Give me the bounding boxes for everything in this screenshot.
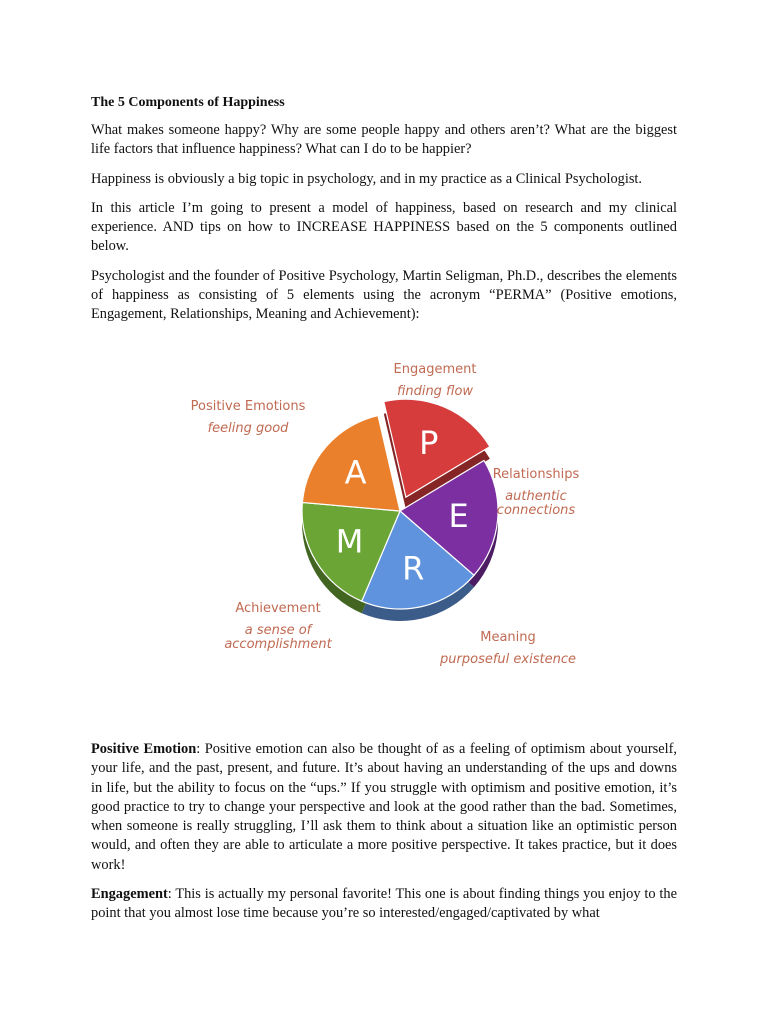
slice-letter-positive-emotions: P xyxy=(419,424,439,463)
category-subtitle-achievement xyxy=(224,623,332,652)
intro-paragraph-1: What makes someone happy? Why are some people happy and others aren’t? What are the biggest life factors that influence happiness? What can I do to be happier? xyxy=(91,122,677,158)
subtitle-line: connections xyxy=(496,503,576,518)
section-positive-emotion xyxy=(91,740,677,875)
category-label-engagement: Engagement xyxy=(393,362,477,377)
section-text: : Positive emotion can also be thought of as a feeling of optimism about yourself, your life, and the past, present, and future. It’s about having an understanding of the ups and downs in life, but the ability to focus on the “ups.” If you struggle with optimism and positive emotion, it’s good practice to try to change your perspective and look at the good rather than the bad. Sometimes, when someone is really struggling, I’ll ask them to think about a situation like an optimistic person would, and often they are able to articulate a more positive perspective. It takes practice, but it does work! xyxy=(91,741,678,873)
section-term: Engagement xyxy=(91,886,168,903)
intro-paragraph-2: Happiness is obviously a big topic in psychology, and in my practice as a Clinical Psychologist. xyxy=(91,170,643,187)
slice-letter-engagement: E xyxy=(448,497,469,536)
slice-letter-meaning: M xyxy=(335,522,364,561)
section-engagement xyxy=(91,885,677,924)
article-sections xyxy=(91,740,677,934)
perma-pie-figure xyxy=(190,348,610,678)
category-subtitle-meaning: purposeful existence xyxy=(440,652,576,667)
intro-paragraph-3: In this article I’m going to present a model of happiness, based on research and my clinical experience. AND tips on how to INCREASE HAPPINESS based on the 5 components outlined below. xyxy=(91,199,677,255)
subtitle-line: accomplishment xyxy=(224,637,332,652)
category-label-achievement: Achievement xyxy=(235,601,321,616)
perma-pie-chart xyxy=(190,348,610,678)
slice-letter-achievement: A xyxy=(344,453,367,492)
slice-letter-relationships: R xyxy=(402,549,425,588)
section-text: : This is actually my personal favorite! This one is about finding things you enjoy to the point that you almost lose time because you’re so interested/engaged/captivated by what xyxy=(91,886,677,922)
article-intro xyxy=(91,93,677,335)
article-title: The 5 Components of Happiness xyxy=(91,95,285,110)
section-term: Positive Emotion xyxy=(91,741,197,757)
category-subtitle-relationships xyxy=(497,489,576,518)
subtitle-line: authentic xyxy=(505,489,567,504)
category-label-relationships: Relationships xyxy=(492,467,580,482)
category-label-positive-emotions: Positive Emotions xyxy=(190,399,306,414)
category-subtitle-positive-emotions: feeling good xyxy=(207,421,289,436)
subtitle-line: a sense of xyxy=(244,623,312,638)
intro-paragraph-4: Psychologist and the founder of Positive Psychology, Martin Seligman, Ph.D., describes the elements of happiness as consisting of 5 elements using the acronym “PERMA” (Positive emotions, Engagement, Relationships, Meaning and Achievement): xyxy=(91,267,677,323)
category-label-meaning: Meaning xyxy=(480,630,536,645)
category-subtitle-engagement: finding flow xyxy=(396,384,474,399)
